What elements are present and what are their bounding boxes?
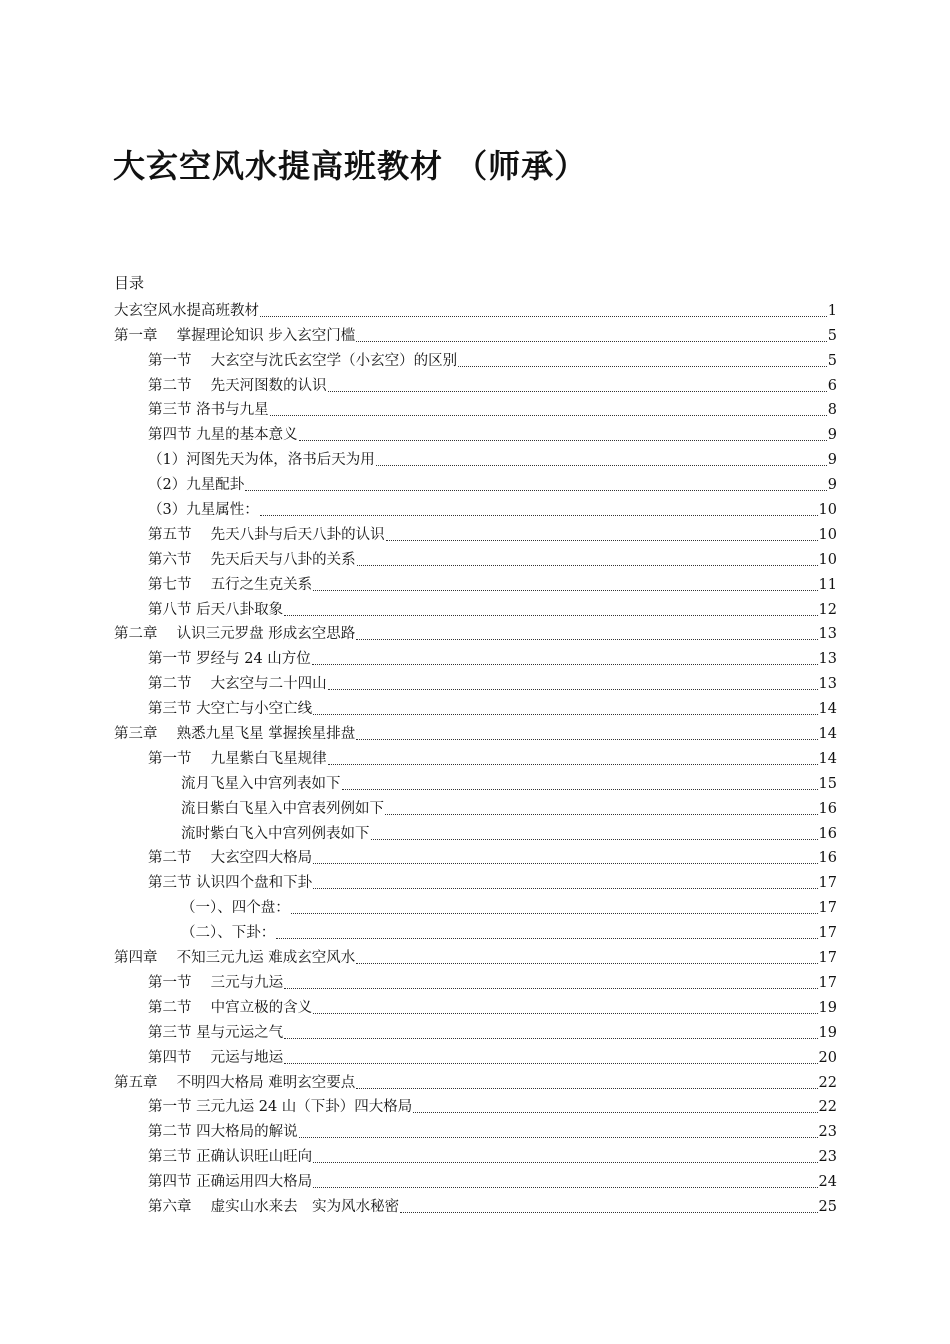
- toc-entry[interactable]: [114, 296, 837, 321]
- toc-dot-leader: [313, 590, 817, 591]
- toc-entry-title: 流日紫白飞星入中宫表列例如下: [181, 800, 384, 817]
- toc-dot-leader: [245, 490, 827, 491]
- toc-entry[interactable]: [114, 1192, 837, 1217]
- toc-dot-leader: [376, 465, 827, 466]
- toc-dot-leader: [400, 1212, 817, 1213]
- toc-entry-page-number: 13: [818, 676, 837, 693]
- toc-dot-leader: [270, 415, 827, 416]
- document-title: 大玄空风水提高班教材 （师承）: [113, 147, 588, 185]
- toc-entry[interactable]: [114, 595, 837, 620]
- toc-entry[interactable]: [114, 644, 837, 669]
- toc-entry-page-number: 14: [818, 701, 837, 718]
- toc-entry[interactable]: [114, 396, 837, 421]
- toc-entry[interactable]: [114, 769, 837, 794]
- toc-entry-title: 流月飞星入中宫列表如下: [181, 775, 341, 792]
- toc-dot-leader: [313, 888, 817, 889]
- toc-dot-leader: [328, 391, 827, 392]
- toc-entry-page-number: 9: [827, 477, 837, 494]
- toc-entry-page-number: 17: [818, 925, 837, 942]
- toc-entry[interactable]: [114, 371, 837, 396]
- toc-entry[interactable]: [114, 495, 837, 520]
- toc-entry-title: 第四节 九星的基本意义: [148, 427, 298, 444]
- toc-entry-title: 第八节 后天八卦取象: [148, 601, 284, 618]
- toc-entry-title: 第三节 洛书与九星: [148, 402, 269, 419]
- toc-entry-title: 第四节 元运与地运: [148, 1049, 284, 1066]
- toc-dot-leader: [413, 1112, 817, 1113]
- toc-entry-title: 第三节 正确认识旺山旺向: [148, 1149, 313, 1166]
- toc-entry-page-number: 14: [818, 750, 837, 767]
- toc-entry-page-number: 20: [818, 1049, 837, 1066]
- toc-entry-page-number: 23: [818, 1124, 837, 1141]
- toc-entry-page-number: 8: [827, 402, 837, 419]
- toc-dot-leader: [342, 789, 818, 790]
- toc-dot-leader: [356, 639, 817, 640]
- toc-entry-title: 第二章 认识三元罗盘 形成玄空思路: [114, 626, 356, 643]
- toc-entry-page-number: 13: [818, 651, 837, 668]
- toc-entry-page-number: 16: [818, 825, 837, 842]
- toc-dot-leader: [284, 1038, 817, 1039]
- toc-entry-page-number: 9: [827, 452, 837, 469]
- toc-dot-leader: [313, 863, 817, 864]
- toc-entry[interactable]: [114, 968, 837, 993]
- toc-entry[interactable]: [114, 943, 837, 968]
- toc-entry-page-number: 10: [818, 526, 837, 543]
- toc-entry-title: 第七节 五行之生克关系: [148, 576, 313, 593]
- toc-entry-page-number: 16: [818, 800, 837, 817]
- toc-entry[interactable]: [114, 545, 837, 570]
- toc-entry-title: 第二节 大玄空与二十四山: [148, 676, 327, 693]
- toc-entry-page-number: 5: [827, 327, 837, 344]
- toc-entry-page-number: 6: [827, 377, 837, 394]
- toc-dot-leader: [356, 341, 827, 342]
- toc-dot-leader: [313, 1013, 817, 1014]
- toc-entry[interactable]: [114, 1043, 837, 1068]
- toc-entry-title: 大玄空风水提高班教材: [114, 302, 259, 319]
- toc-dot-leader: [371, 839, 818, 840]
- toc-entry-page-number: 13: [818, 626, 837, 643]
- toc-dot-leader: [313, 714, 817, 715]
- toc-entry-page-number: 5: [827, 352, 837, 369]
- toc-entry-title: 第三节 星与元运之气: [148, 1024, 284, 1041]
- toc-entry[interactable]: [114, 1117, 837, 1142]
- toc-dot-leader: [328, 689, 818, 690]
- toc-dot-leader: [284, 615, 817, 616]
- toc-entry-title: 第三节 大空亡与小空亡线: [148, 701, 313, 718]
- toc-entry-title: 第一节 三元与九运: [148, 974, 284, 991]
- toc-entry[interactable]: [114, 918, 837, 943]
- toc-entry-page-number: 17: [818, 950, 837, 967]
- toc-entry[interactable]: [114, 470, 837, 495]
- toc-entry-title: 流时紫白飞入中宫列例表如下: [181, 825, 370, 842]
- toc-entry-title: 第六章 虚实山水来去 实为风水秘密: [148, 1198, 400, 1215]
- toc-entry[interactable]: [114, 570, 837, 595]
- toc-entry-page-number: 24: [818, 1174, 837, 1191]
- toc-entry[interactable]: [114, 744, 837, 769]
- toc-entry[interactable]: [114, 669, 837, 694]
- toc-dot-leader: [385, 814, 818, 815]
- toc-entry-title: （1）河图先天为体，洛书后天为用: [148, 452, 375, 469]
- toc-entry[interactable]: [114, 420, 837, 445]
- toc-dot-leader: [299, 440, 827, 441]
- toc-entry-title: 第一节 三元九运 24 山（下卦）四大格局: [148, 1099, 413, 1116]
- toc-entry-title: 第一节 大玄空与沈氏玄空学（小玄空）的区别: [148, 352, 458, 369]
- toc-entry-page-number: 10: [818, 502, 837, 519]
- toc-entry-page-number: 14: [818, 726, 837, 743]
- toc-entry-title: 第三章 熟悉九星飞星 掌握挨星排盘: [114, 726, 356, 743]
- toc-dot-leader: [458, 366, 827, 367]
- toc-dot-leader: [276, 938, 817, 939]
- toc-entry-page-number: 19: [818, 1024, 837, 1041]
- toc-entry[interactable]: [114, 893, 837, 918]
- toc-entry-page-number: 10: [818, 551, 837, 568]
- toc-entry-title: 第一节 罗经与 24 山方位: [148, 651, 311, 668]
- toc-dot-leader: [299, 1137, 818, 1138]
- toc-entry-page-number: 12: [818, 601, 837, 618]
- toc-dot-leader: [356, 739, 817, 740]
- toc-entry-page-number: 11: [818, 576, 837, 593]
- toc-entry[interactable]: [114, 1093, 837, 1118]
- toc-entry-page-number: 23: [818, 1149, 837, 1166]
- toc-entry[interactable]: [114, 794, 837, 819]
- toc-entry-title: 第六节 先天后天与八卦的关系: [148, 551, 356, 568]
- toc-dot-leader: [313, 1187, 817, 1188]
- toc-entry[interactable]: [114, 321, 837, 346]
- toc-dot-leader: [260, 515, 818, 516]
- toc-entry-page-number: 22: [818, 1099, 837, 1116]
- toc-dot-leader: [357, 565, 818, 566]
- toc-entry-title: 第五章 不明四大格局 难明玄空要点: [114, 1074, 356, 1091]
- toc-entry-page-number: 17: [818, 974, 837, 991]
- toc-entry-page-number: 22: [818, 1074, 837, 1091]
- toc-dot-leader: [356, 963, 817, 964]
- toc-entry-title: （二）、下卦：: [181, 925, 276, 942]
- toc-entry-title: 第一节 九星紫白飞星规律: [148, 750, 327, 767]
- toc-entry[interactable]: [114, 520, 837, 545]
- toc-entry-title: （3）九星属性：: [148, 502, 259, 519]
- toc-entry[interactable]: [114, 620, 837, 645]
- toc-entry[interactable]: [114, 993, 837, 1018]
- toc-entry[interactable]: [114, 1142, 837, 1167]
- toc-entry-page-number: 19: [818, 999, 837, 1016]
- toc-entry[interactable]: [114, 1018, 837, 1043]
- toc-dot-leader: [356, 1088, 817, 1089]
- toc-entry-title: （2）九星配卦: [148, 477, 245, 494]
- toc-entry-page-number: 17: [818, 875, 837, 892]
- toc-entry[interactable]: [114, 1068, 837, 1093]
- toc-entry[interactable]: [114, 719, 837, 744]
- toc-entry-title: 第二节 先天河图数的认识: [148, 377, 327, 394]
- toc-dot-leader: [291, 913, 818, 914]
- toc-dot-leader: [328, 764, 818, 765]
- toc-entry-title: 第二节 大玄空四大格局: [148, 850, 313, 867]
- toc-entry[interactable]: [114, 346, 837, 371]
- toc-entry-page-number: 17: [818, 900, 837, 917]
- toc-entry[interactable]: [114, 868, 837, 893]
- toc-entry[interactable]: [114, 1167, 837, 1192]
- toc-dot-leader: [260, 316, 827, 317]
- toc-entry[interactable]: [114, 694, 837, 719]
- toc-dot-leader: [312, 664, 818, 665]
- toc-entry[interactable]: [114, 445, 837, 470]
- toc-dot-leader: [284, 1063, 817, 1064]
- toc-entry-title: 第二节 四大格局的解说: [148, 1124, 298, 1141]
- toc-entry-page-number: 15: [818, 775, 837, 792]
- toc-entry-title: 第四章 不知三元九运 难成玄空风水: [114, 950, 356, 967]
- toc-dot-leader: [284, 988, 817, 989]
- toc-entry-title: （一）、四个盘：: [181, 900, 290, 917]
- toc-dot-leader: [386, 540, 818, 541]
- toc-entry-page-number: 9: [827, 427, 837, 444]
- toc-entry-title: 第四节 正确运用四大格局: [148, 1174, 313, 1191]
- toc-entry-title: 第二节 中宫立极的含义: [148, 999, 313, 1016]
- toc-entry-title: 第一章 掌握理论知识 步入玄空门槛: [114, 327, 356, 344]
- toc-entry-page-number: 1: [827, 302, 837, 319]
- toc-entry-title: 第三节 认识四个盘和下卦: [148, 875, 313, 892]
- toc-entry[interactable]: [114, 819, 837, 844]
- toc-entry-title: 第五节 先天八卦与后天八卦的认识: [148, 526, 385, 543]
- toc-entry[interactable]: [114, 844, 837, 869]
- toc-heading: 目录: [114, 274, 145, 292]
- toc-entry-page-number: 25: [818, 1198, 837, 1215]
- toc-dot-leader: [313, 1162, 817, 1163]
- table-of-contents: [114, 296, 837, 1217]
- toc-entry-page-number: 16: [818, 850, 837, 867]
